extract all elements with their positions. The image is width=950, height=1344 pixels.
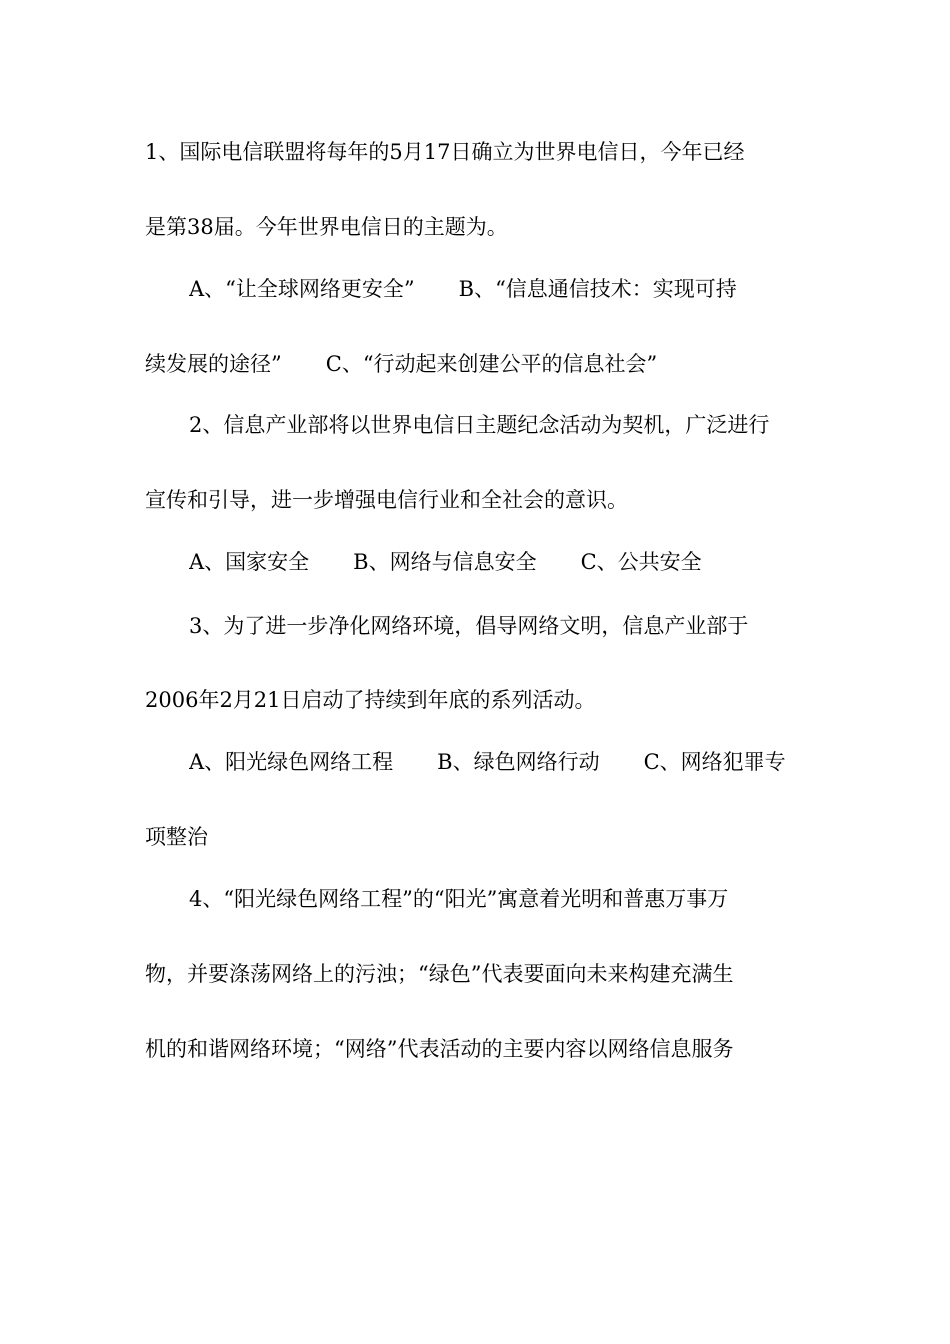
question-1-line-1: 1、国际电信联盟将每年的5月17日确立为世界电信日，今年已经 — [145, 140, 745, 164]
question-1-option-b: B、“信息通信技术：实现可持 — [458, 277, 737, 301]
question-3-option-a: A、阳光绿色网络工程 — [189, 750, 394, 774]
question-3-option-c: C、网络犯罪专 — [643, 750, 786, 774]
question-2-option-c: C、公共安全 — [580, 550, 702, 574]
question-2-option-a: A、国家安全 — [189, 550, 310, 574]
question-3-line-2: 2006年2月21日启动了持续到年底的系列活动。 — [145, 688, 596, 712]
question-1-options-row-1 — [189, 275, 829, 303]
question-3-option-c-continued: 项整治 — [145, 825, 208, 849]
question-2-line-2: 宣传和引导，进一步增强电信行业和全社会的意识。 — [145, 488, 628, 512]
question-1-options-row-2 — [145, 350, 825, 378]
question-1-option-c: C、“行动起来创建公平的信息社会” — [325, 352, 658, 376]
question-4-line-1: 4、“阳光绿色网络工程”的“阳光”寓意着光明和普惠万事万 — [189, 887, 729, 911]
question-1-line-2: 是第38届。今年世界电信日的主题为。 — [145, 215, 508, 239]
question-3-options-row — [189, 748, 829, 776]
question-1-option-a: A、“让全球网络更安全” — [189, 277, 415, 301]
question-2-line-1: 2、信息产业部将以世界电信日主题纪念活动为契机，广泛进行 — [189, 413, 770, 437]
question-3-line-1: 3、为了进一步净化网络环境，倡导网络文明，信息产业部于 — [189, 614, 749, 638]
question-1-option-b-continued: 续发展的途径” — [145, 352, 282, 376]
question-4-line-3: 机的和谐网络环境；“网络”代表活动的主要内容以网络信息服务 — [145, 1037, 734, 1061]
question-2-option-b: B、网络与信息安全 — [353, 550, 537, 574]
question-3-option-b: B、绿色网络行动 — [437, 750, 600, 774]
question-2-options-row — [189, 548, 829, 576]
question-4-line-2: 物，并要涤荡网络上的污浊；“绿色”代表要面向未来构建充满生 — [145, 962, 734, 986]
